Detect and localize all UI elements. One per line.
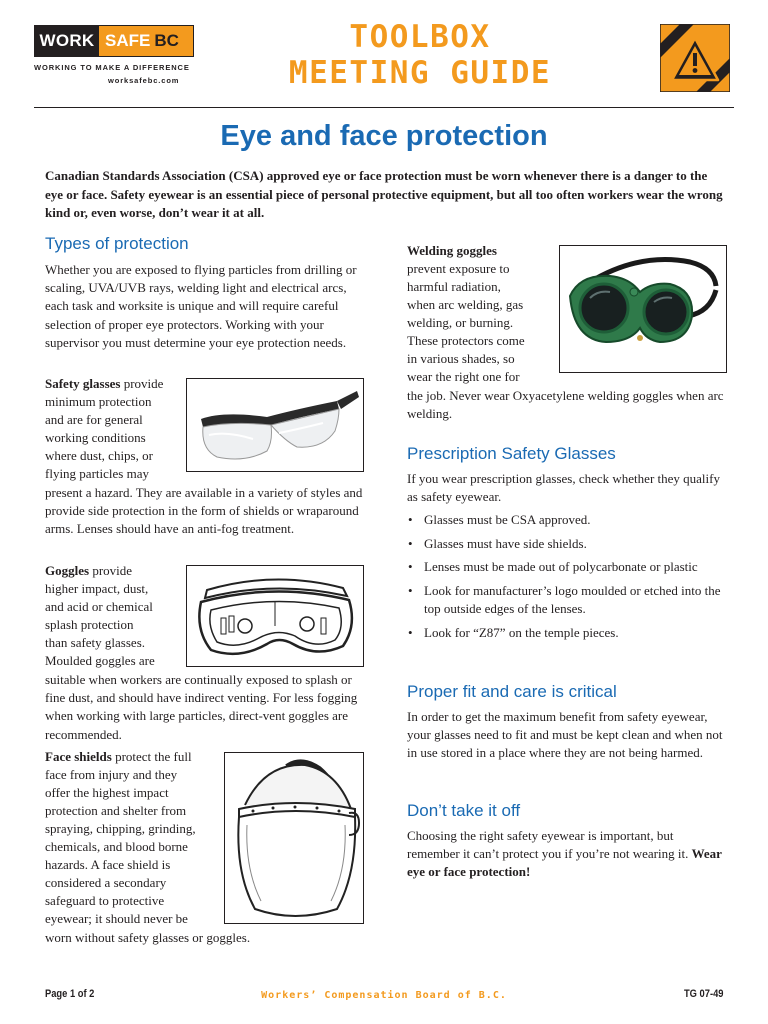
glasses-line-1: minimum protection xyxy=(45,394,152,409)
prescription-body: If you wear prescription glasses, check whether they qualify as safety eyewear. xyxy=(407,471,720,505)
welding-line-3: welding, or burning. xyxy=(407,315,514,330)
glasses-term: Safety glasses xyxy=(45,376,121,391)
website: worksafebc.com xyxy=(108,76,180,85)
glasses-line-0-text: provide xyxy=(120,376,164,391)
worksafebc-logo xyxy=(34,25,194,57)
goggles-rest: suitable when workers are continually exposed to splash or fine dust, and should have indirect venting. For less fogging when working with large particles, direct-vent goggles are recommended. xyxy=(45,672,358,742)
goggles-term: Goggles xyxy=(45,563,90,578)
logo-bc-text: BC xyxy=(154,31,179,50)
types-body: Whether you are exposed to flying particles from drilling or scaling, UVA/UVB rays, welding light and electrical arcs, each task and worksite is unique and will require careful selection of proper eye protectors. Working with your supervisor you must determine your eye protection needs. xyxy=(45,262,357,350)
goggles-line-1: higher impact, dust, xyxy=(45,581,149,596)
goggles-line-5: Moulded goggles are xyxy=(45,653,155,668)
welding-goggles-image xyxy=(559,245,727,373)
goggles-line-3: splash protection xyxy=(45,617,134,632)
shields-term: Face shields xyxy=(45,749,112,764)
shields-line-0-text: protect the full xyxy=(111,749,192,764)
page-title: Eye and face protection xyxy=(220,120,548,152)
list-item: • Glasses must have side shields. xyxy=(407,535,727,553)
welding-rest: the job. Never wear Oxyacetylene welding goggles when arc welding. xyxy=(407,388,724,422)
dont-heading: Don’t take it off xyxy=(407,801,521,820)
toolbox-title xyxy=(220,19,620,91)
glasses-line-5: flying particles may xyxy=(45,466,149,481)
welding-line-4: These protectors come xyxy=(407,333,525,348)
footer-organization: Workers’ Compensation Board of B.C. xyxy=(261,990,507,1001)
dont-body: Choosing the right safety eyewear is important, but remember it can’t protect you if you’re not wearing it. xyxy=(407,828,689,862)
list-item: • Look for manufacturer’s logo moulded or etched into the top outside edges of the lenses. xyxy=(407,582,727,618)
shields-line-9: eyewear; it should never be xyxy=(45,911,188,926)
face-shield-image xyxy=(224,752,364,924)
welding-line-0: prevent exposure to xyxy=(407,261,510,276)
list-item: • Glasses must be CSA approved. xyxy=(407,511,727,529)
shields-line-8: safeguard to protective xyxy=(45,893,165,908)
logo-safe xyxy=(99,26,193,56)
glasses-line-4: where dust, chips, or xyxy=(45,448,153,463)
goggles-line-2: and acid or chemical xyxy=(45,599,153,614)
warning-triangle-icon xyxy=(660,24,730,92)
fit-heading: Proper fit and care is critical xyxy=(407,682,617,701)
welding-line-5: in various shades, so xyxy=(407,351,515,366)
shields-line-1: face from injury and they xyxy=(45,767,178,782)
dont-paragraph xyxy=(407,827,727,882)
shields-line-6: hazards. A face shield is xyxy=(45,857,171,872)
toolbox-title-line1: TOOLBOX xyxy=(349,19,491,55)
toolbox-title-line2: MEETING GUIDE xyxy=(288,55,552,91)
goggles-line-0-text: provide xyxy=(89,563,133,578)
logo-work: WORK xyxy=(35,26,99,56)
goggles-image xyxy=(186,565,364,667)
safety-glasses-drawing xyxy=(187,379,363,471)
shields-rest: worn without safety glasses or goggles. xyxy=(45,930,251,945)
goggles-drawing xyxy=(187,566,363,666)
dont-emphasis: Wear eye or face protection! xyxy=(407,846,722,880)
shields-line-0 xyxy=(45,749,192,765)
page-number: Page 1 of 2 xyxy=(45,988,95,1000)
shields-line-5: chemicals, and blood borne xyxy=(45,839,188,854)
glasses-line-3: working conditions xyxy=(45,430,146,445)
welding-term-line xyxy=(407,243,497,259)
list-item: • Look for “Z87” on the temple pieces. xyxy=(407,624,727,642)
face-shield-drawing xyxy=(225,753,363,923)
fit-body: In order to get the maximum benefit from safety eyewear, your glasses need to fit and must be kept clean and when not in use stored in a place where they are not being harmed. xyxy=(407,709,723,761)
prescription-bullet-list xyxy=(407,511,727,648)
welding-line-1: harmful radiation, xyxy=(407,279,501,294)
welding-goggles-drawing xyxy=(560,246,726,372)
shields-line-2: offer the highest impact xyxy=(45,785,169,800)
shields-line-3: protection and shelter from xyxy=(45,803,187,818)
glasses-line-0 xyxy=(45,376,163,392)
logo-safe-text: SAFE xyxy=(105,31,151,50)
goggles-line-4: than safety glasses. xyxy=(45,635,146,650)
glasses-line-2: and are for general xyxy=(45,412,143,427)
welding-line-6: wear the right one for xyxy=(407,369,520,384)
header-divider xyxy=(34,107,734,108)
list-item: • Lenses must be made out of polycarbonate or plastic xyxy=(407,558,727,576)
safety-glasses-image xyxy=(186,378,364,472)
welding-term: Welding goggles xyxy=(407,243,497,258)
document-code: TG 07-49 xyxy=(683,988,723,1000)
goggles-line-0 xyxy=(45,563,132,579)
tagline: WORKING TO MAKE A DIFFERENCE xyxy=(34,63,190,72)
types-heading: Types of protection xyxy=(45,234,189,253)
glasses-rest: present a hazard. They are available in a variety of styles and provide side protection in the form of shields or wraparound arms. Lenses should have an anti-fog treatment. xyxy=(45,485,363,537)
welding-line-2: when arc welding, gas xyxy=(407,297,524,312)
prescription-heading: Prescription Safety Glasses xyxy=(407,444,616,463)
shields-line-7: considered a secondary xyxy=(45,875,167,890)
intro-paragraph: Canadian Standards Association (CSA) approved eye or face protection must be worn whenever there is a danger to the eye or face. Safety eyewear is an essential piece of personal protective equipment, but all too often workers wear the wrong kind or, even worse, don’t wear it at all. xyxy=(45,168,723,220)
shields-line-4: spraying, chipping, grinding, xyxy=(45,821,196,836)
